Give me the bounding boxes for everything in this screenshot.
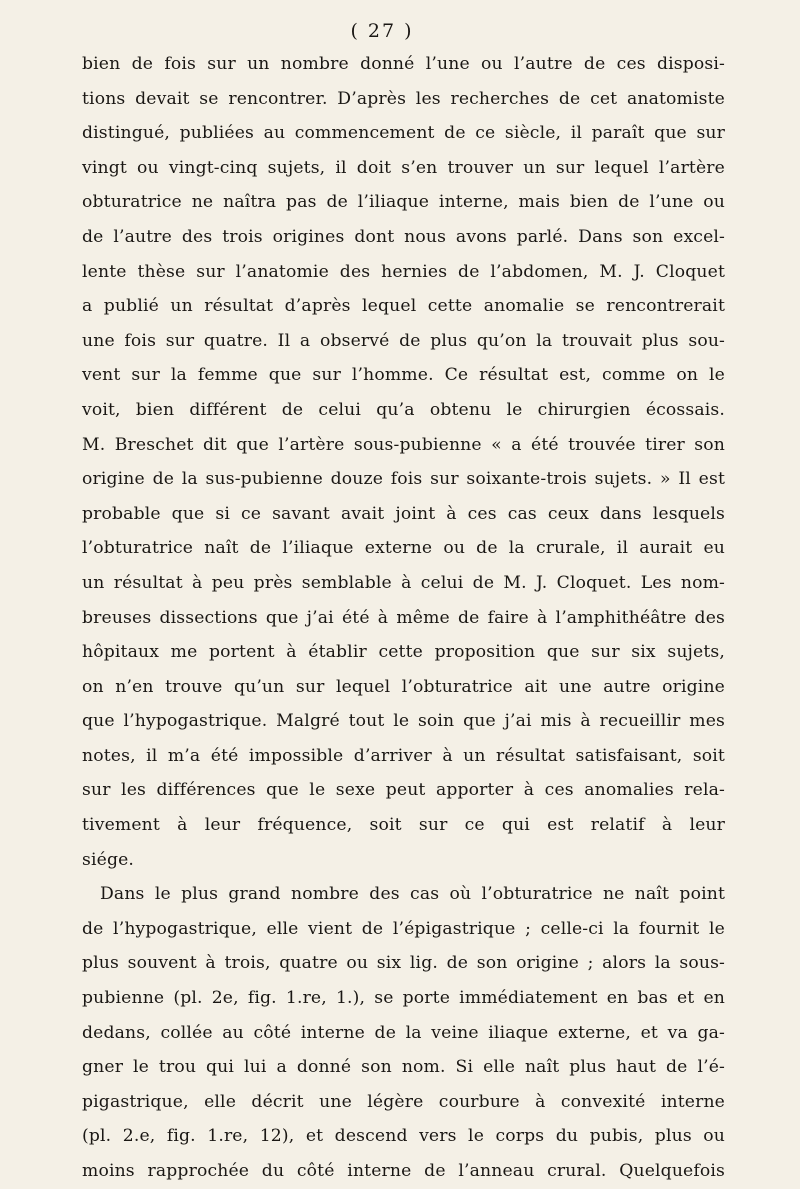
text-line: M. Breschet dit que l’artère sous-pubienne « a été trouvée tirer son <box>82 434 725 455</box>
text-line: tions devait se rencontrer. D’après les recherches de cet anatomiste <box>82 88 725 109</box>
text-line: tivement à leur fréquence, soit sur ce qui est relatif à leur <box>82 815 725 836</box>
text-line: vent sur la femme que sur l’homme. Ce résultat est, comme on le <box>82 365 725 386</box>
text-line: obturatrice ne naîtra pas de l’iliaque interne, mais bien de l’une ou <box>82 192 725 213</box>
text-line: une fois sur quatre. Il a observé de plus qu’on la trouvait plus sou- <box>82 330 725 351</box>
text-line: Dans le plus grand nombre des cas où l’obturatrice ne naît point <box>100 884 725 905</box>
text-line: moins rapprochée du côté interne de l’anneau crural. Quelquefois <box>82 1161 725 1181</box>
text-line: plus souvent à trois, quatre ou six lig. de son origine ; alors la sous- <box>82 953 725 974</box>
text-line: (pl. 2.e, fig. 1.re, 12), et descend vers le corps du pubis, plus ou <box>82 1126 725 1147</box>
text-line: de l’autre des trois origines dont nous avons parlé. Dans son excel- <box>82 226 725 247</box>
text-line: gner le trou qui lui a donné son nom. Si elle naît plus haut de l’é- <box>82 1057 725 1078</box>
text-line: breuses dissections que j’ai été à même de faire à l’amphithéâtre des <box>82 607 725 628</box>
text-line: a publié un résultat d’après lequel cette anomalie se rencontrerait <box>82 296 725 317</box>
text-line: hôpitaux me portent à établir cette proposition que sur six sujets, <box>82 642 725 663</box>
text-line: voit, bien différent de celui qu’a obtenu le chirurgien écossais. <box>82 399 725 420</box>
text-line: origine de la sus-pubienne douze fois sur soixante-trois sujets. » Il est <box>82 469 725 490</box>
page-number: ( 27 ) <box>350 20 414 42</box>
text-line: sur les différences que le sexe peut apporter à ces anomalies rela- <box>82 780 725 801</box>
text-line: siége. <box>82 849 135 870</box>
text-line: on n’en trouve qu’un sur lequel l’obturatrice ait une autre origine <box>82 676 725 697</box>
text-line: bien de fois sur un nombre donné l’une ou l’autre de ces disposi- <box>82 54 725 74</box>
text-line: l’obturatrice naît de l’iliaque externe ou de la crurale, il aurait eu <box>82 538 725 559</box>
text-line: distingué, publiées au commencement de ce siècle, il paraît que sur <box>82 123 725 144</box>
body-text <box>82 47 725 1189</box>
text-line: pubienne (pl. 2e, fig. 1.re, 1.), se porte immédiatement en bas et en <box>82 988 725 1009</box>
text-line: un résultat à peu près semblable à celui de M. J. Cloquet. Les nom- <box>82 572 725 593</box>
text-line: pigastrique, elle décrit une légère courbure à convexité interne <box>82 1091 725 1112</box>
text-line: dedans, collée au côté interne de la veine iliaque externe, et va ga- <box>82 1022 725 1043</box>
text-line: de l’hypogastrique, elle vient de l’épigastrique ; celle-ci la fournit le <box>82 918 725 939</box>
text-line: probable que si ce savant avait joint à ces cas ceux dans lesquels <box>82 503 725 524</box>
text-line: notes, il m’a été impossible d’arriver à un résultat satisfaisant, soit <box>82 745 725 766</box>
text-line: lente thèse sur l’anatomie des hernies de l’abdomen, M. J. Cloquet <box>82 261 725 282</box>
text-line: vingt ou vingt-cinq sujets, il doit s’en trouver un sur lequel l’artère <box>82 157 725 178</box>
text-line: que l’hypogastrique. Malgré tout le soin que j’ai mis à recueillir mes <box>82 711 725 732</box>
